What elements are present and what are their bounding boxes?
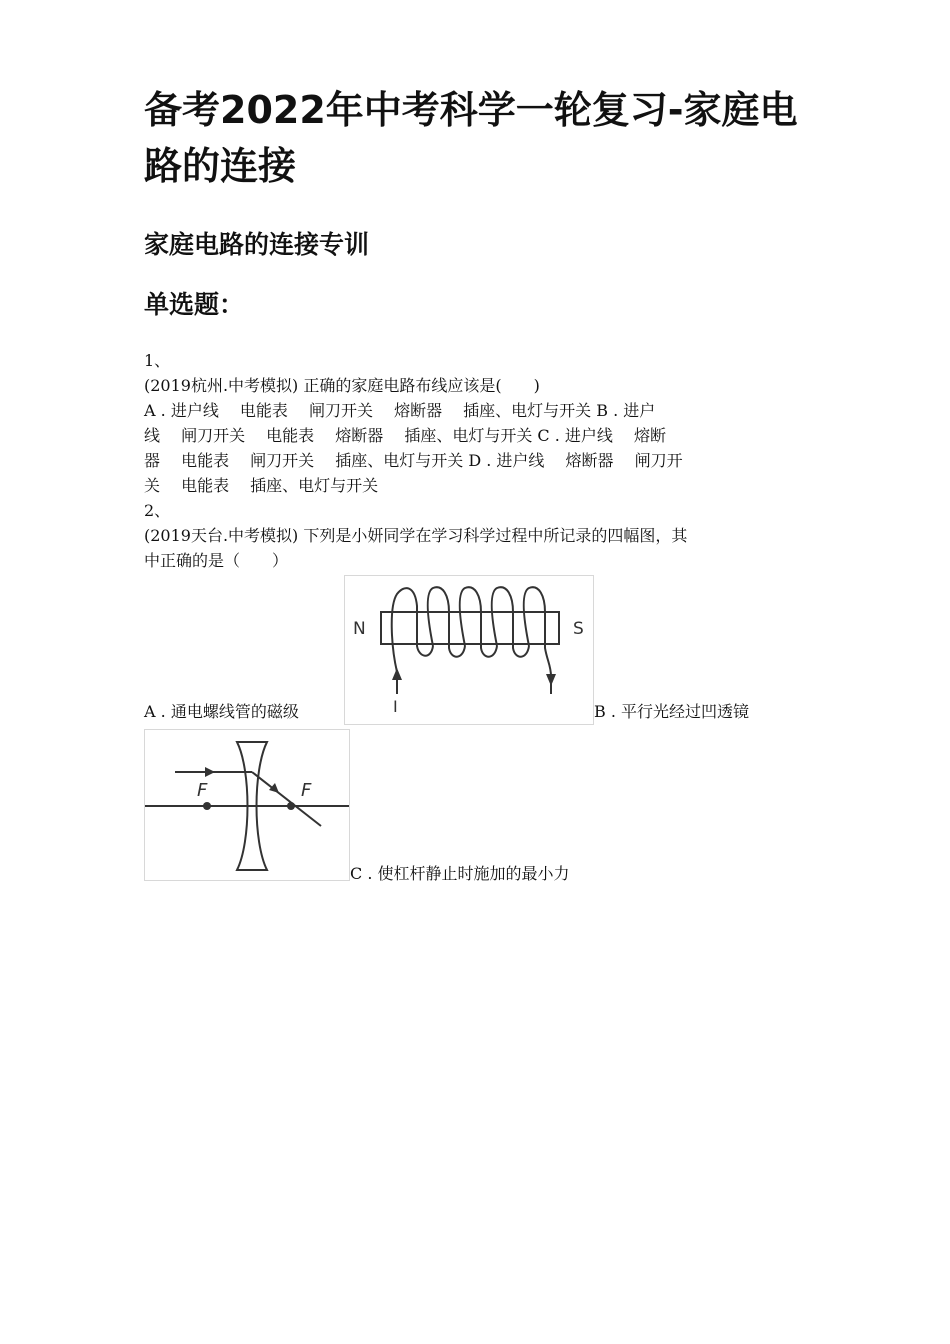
focus-left-dot (203, 802, 211, 810)
question-body (144, 348, 814, 881)
q2-option-b-label: B . 平行光经过凹透镜 (594, 702, 750, 721)
section-heading: 单选题： (144, 290, 245, 319)
q2-option-c-label: C . 使杠杆静止时施加的最小力 (350, 864, 570, 883)
refracted-arrow-icon (269, 783, 279, 793)
current-arrow-up-icon (392, 668, 402, 680)
solenoid-diagram (345, 576, 593, 724)
q1-options-line-2: 线 闸刀开关 电能表 熔断器 插座、电灯与开关 C . 进户线 熔断 (144, 426, 667, 445)
focus-left-label: F (197, 780, 208, 801)
document-title (144, 82, 814, 194)
title-line-2: 路的连接 (144, 144, 297, 188)
current-arrow-down-icon (546, 674, 556, 686)
concave-lens-diagram (145, 730, 349, 880)
q2-stem-line-1: (2019天台.中考模拟) 下列是小妍同学在学习科学过程中所记录的四幅图，其 (144, 526, 688, 545)
q1-options-line-3: 器 电能表 闸刀开关 插座、电灯与开关 D . 进户线 熔断器 闸刀开 (144, 451, 683, 470)
q1-options-line-1: A . 进户线 电能表 闸刀开关 熔断器 插座、电灯与开关 B . 进户 (144, 401, 656, 420)
focus-right-label: F (301, 780, 312, 801)
title-line-1: 备考2022年中考科学一轮复习-家庭电 (144, 88, 798, 132)
q1-options-line-4: 关 电能表 插座、电灯与开关 (144, 476, 379, 495)
current-label: I (393, 697, 398, 716)
concave-lens-figure (144, 729, 350, 881)
solenoid-figure (344, 575, 594, 725)
ray-arrow-icon (205, 767, 215, 777)
q2-option-a-label: A . 通电螺线管的磁级 (144, 702, 299, 721)
subtitle: 家庭电路的连接专训 (144, 230, 370, 259)
q2-number: 2、 (144, 501, 171, 520)
q2-stem-line-2: 中正确的是（ ） (144, 551, 289, 570)
pole-s-label: S (573, 619, 584, 639)
solenoid-core (381, 612, 559, 644)
solenoid-coil (392, 587, 551, 694)
q1-number: 1、 (144, 351, 171, 370)
q2-option-a-row (144, 575, 814, 727)
q1-stem: (2019杭州.中考模拟) 正确的家庭电路布线应该是( ) (144, 376, 540, 395)
pole-n-label: N (353, 619, 366, 639)
focus-right-dot (287, 802, 295, 810)
document-page (144, 82, 814, 881)
q2-option-b-row (144, 729, 814, 881)
